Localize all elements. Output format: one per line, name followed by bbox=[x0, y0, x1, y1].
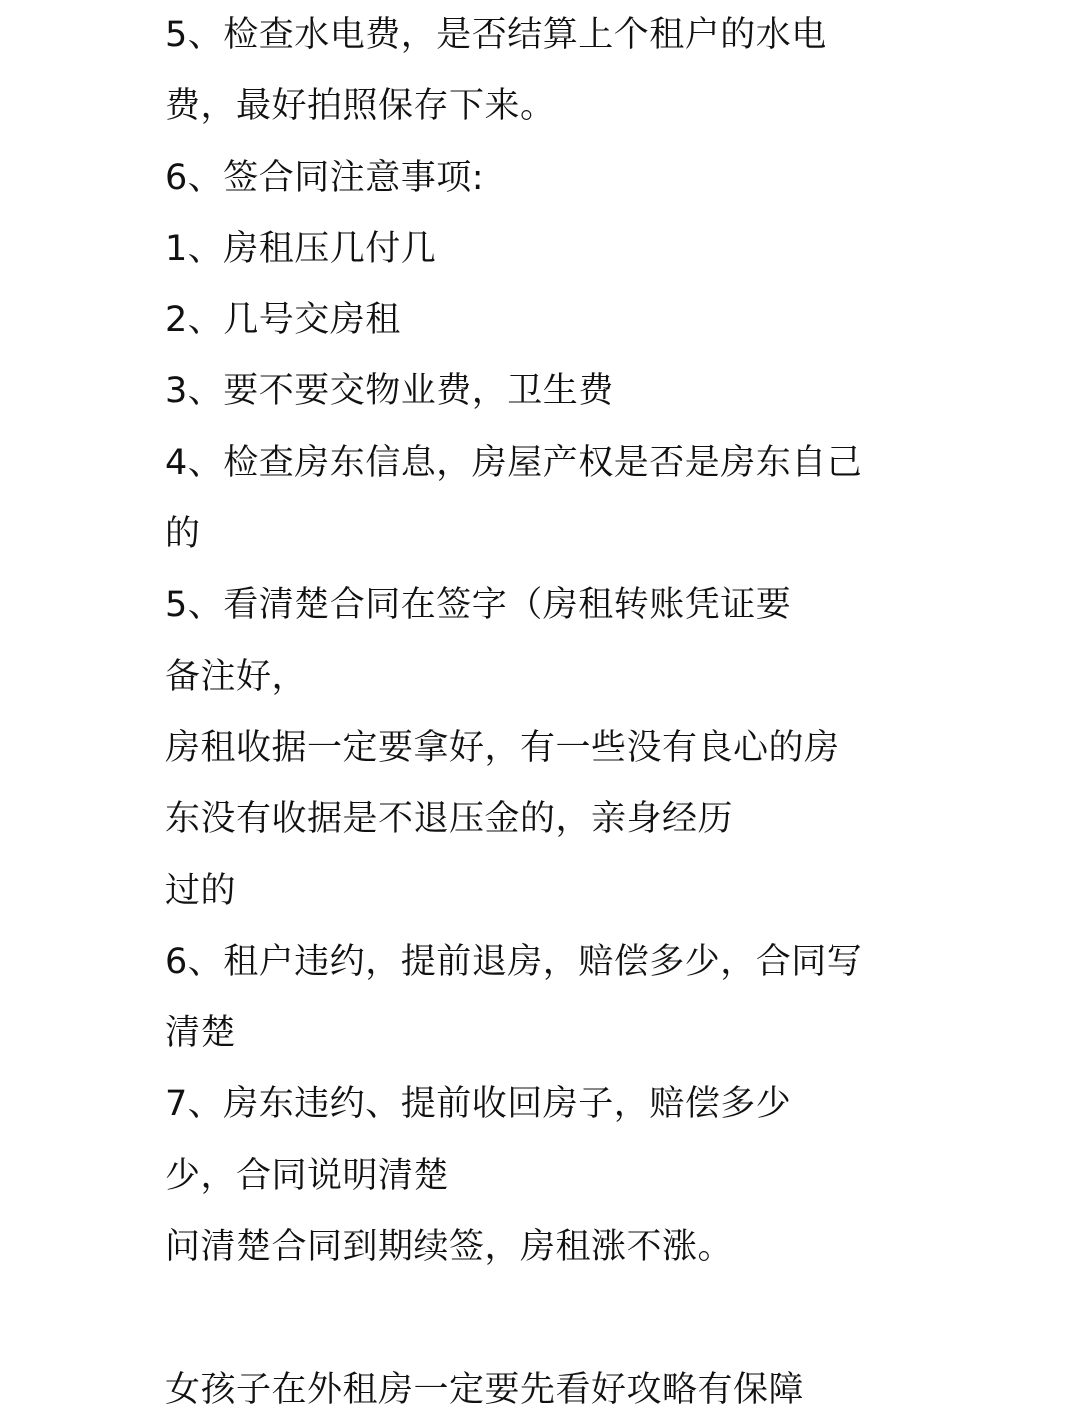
text-line: 问清楚合同到期续签，房租涨不涨。 bbox=[165, 1227, 734, 1268]
text-line: 过的 bbox=[165, 870, 237, 911]
text-line: 清楚 bbox=[165, 1013, 237, 1054]
text-line: 3、要不要交物业费，卫生费 bbox=[165, 371, 614, 412]
blank-line bbox=[165, 1283, 1025, 1354]
text-line: 的 bbox=[165, 514, 201, 555]
text-line: 东没有收据是不退压金的，亲身经历 bbox=[165, 799, 734, 840]
text-line: 少，合同说明清楚 bbox=[165, 1155, 450, 1196]
closing-line: 女孩子在外租房一定要先看好攻略有保障 bbox=[165, 1369, 805, 1410]
text-line: 2、几号交房租 bbox=[165, 300, 401, 341]
text-line: 1、房租压几付几 bbox=[165, 228, 437, 269]
text-line: 6、签合同注意事项: bbox=[165, 157, 485, 198]
text-line: 费，最好拍照保存下来。 bbox=[165, 86, 556, 127]
text-line: 房租收据一定要拿好，有一些没有良心的房 bbox=[165, 727, 840, 768]
document-body bbox=[165, 0, 1025, 1426]
text-line: 6、租户违约，提前退房，赔偿多少，合同写 bbox=[165, 941, 863, 982]
text-line: 7、房东违约、提前收回房子，赔偿多少 bbox=[165, 1084, 792, 1125]
text-line: 备注好， bbox=[165, 656, 308, 697]
text-line: 5、检查水电费，是否结算上个租户的水电 bbox=[165, 15, 827, 55]
text-line: 5、看清楚合同在签字（房租转账凭证要 bbox=[165, 585, 792, 626]
text-line: 4、检查房东信息，房屋产权是否是房东自己 bbox=[165, 442, 863, 483]
